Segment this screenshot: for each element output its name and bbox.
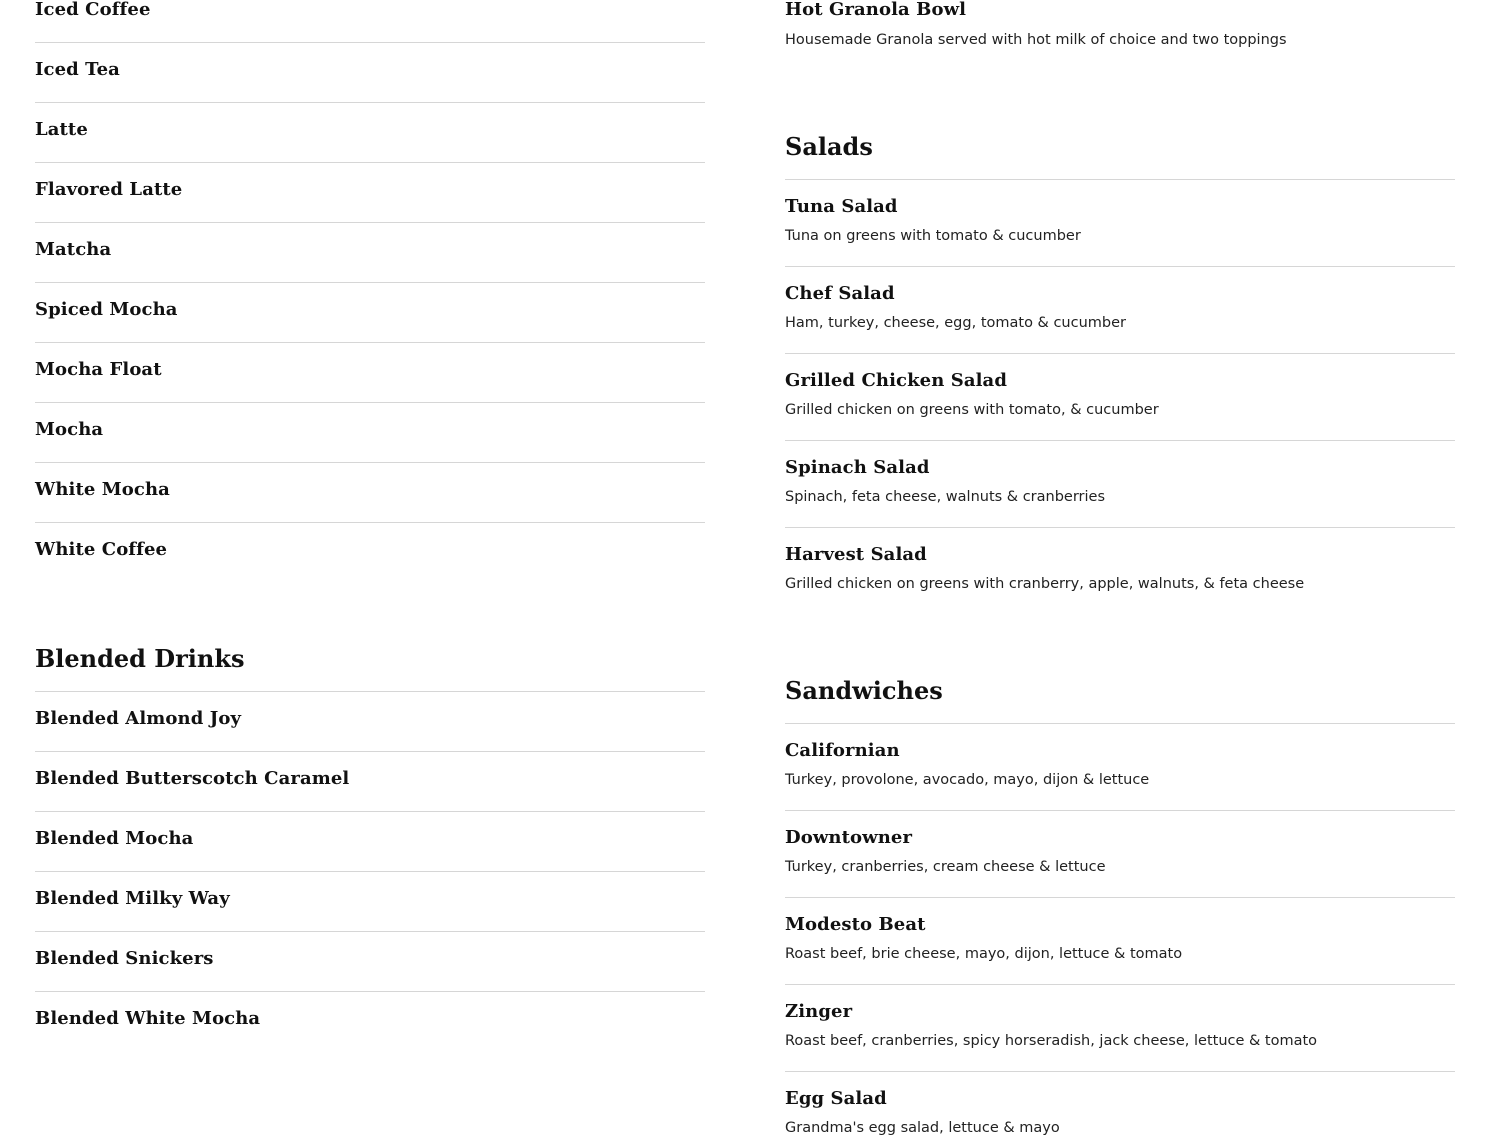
- menu-item: [35, 932, 705, 992]
- menu-item-description: Turkey, cranberries, cream cheese & lettuce: [785, 859, 1106, 875]
- menu-item: [35, 343, 705, 403]
- menu-item-name: Tuna Salad: [785, 196, 898, 217]
- menu-item-name: Blended Milky Way: [35, 888, 230, 909]
- menu-item: [785, 898, 1455, 985]
- menu-item-name: Zinger: [785, 1001, 853, 1022]
- menu-item-description: Turkey, provolone, avocado, mayo, dijon & lettuce: [785, 772, 1150, 788]
- menu-item-description: Spinach, feta cheese, walnuts & cranberries: [785, 489, 1106, 505]
- menu-item-description: Housemade Granola served with hot milk of choice and two toppings: [785, 32, 1287, 48]
- menu-item: [785, 528, 1455, 615]
- section-title-blended-drinks: Blended Drinks: [35, 644, 245, 673]
- menu-item-name: Californian: [785, 740, 900, 761]
- menu-item: [35, 463, 705, 523]
- menu-item-name: Iced Tea: [35, 59, 120, 80]
- menu-item: [35, 752, 705, 812]
- menu-item-description: Grilled chicken on greens with tomato, & cucumber: [785, 402, 1159, 418]
- menu-item-name: Spinach Salad: [785, 457, 930, 478]
- menu-item: [35, 0, 705, 43]
- menu-item: [35, 43, 705, 103]
- menu-item-name: Chef Salad: [785, 283, 895, 304]
- menu-item-name: Flavored Latte: [35, 179, 183, 200]
- menu-item-name: Mocha: [35, 419, 104, 440]
- menu-item-name: Blended Mocha: [35, 828, 194, 849]
- menu-item-name: Blended White Mocha: [35, 1008, 261, 1029]
- menu-item-name: White Coffee: [35, 539, 168, 560]
- menu-item: [35, 992, 705, 1052]
- menu-item: [35, 403, 705, 463]
- menu-item: [35, 812, 705, 872]
- menu-item-name: Blended Butterscotch Caramel: [35, 768, 350, 789]
- menu-item-name: Egg Salad: [785, 1088, 887, 1109]
- menu-item: [785, 441, 1455, 528]
- menu-item: [785, 0, 1455, 58]
- menu-item-name: Hot Granola Bowl: [785, 0, 967, 20]
- menu-item: [35, 692, 705, 752]
- menu-item-name: Blended Snickers: [35, 948, 214, 969]
- menu-item-name: Modesto Beat: [785, 914, 926, 935]
- menu-item-name: Mocha Float: [35, 359, 162, 380]
- menu-item: [785, 724, 1455, 811]
- menu-item: [785, 267, 1455, 354]
- menu-item: [785, 180, 1455, 267]
- menu-item-name: Spiced Mocha: [35, 299, 178, 320]
- menu-item-description: Roast beef, cranberries, spicy horseradish, jack cheese, lettuce & tomato: [785, 1033, 1318, 1049]
- menu-item: [785, 985, 1455, 1072]
- menu-item: [785, 811, 1455, 898]
- menu-item-description: Tuna on greens with tomato & cucumber: [785, 228, 1081, 244]
- menu-item: [35, 103, 705, 163]
- menu-item-description: Grandma's egg salad, lettuce & mayo: [785, 1120, 1060, 1136]
- menu-item-name: Blended Almond Joy: [35, 708, 242, 729]
- menu-item-description: Ham, turkey, cheese, egg, tomato & cucumber: [785, 315, 1126, 331]
- menu-item-description: Grilled chicken on greens with cranberry, apple, walnuts, & feta cheese: [785, 576, 1305, 592]
- menu-item: [35, 283, 705, 343]
- section-title-sandwiches: Sandwiches: [785, 676, 943, 705]
- menu-item: [35, 523, 705, 583]
- menu-item-name: Iced Coffee: [35, 0, 151, 20]
- menu-item-name: Downtowner: [785, 827, 913, 848]
- section-title-salads: Salads: [785, 132, 873, 161]
- menu-item: [35, 163, 705, 223]
- menu-item-description: Roast beef, brie cheese, mayo, dijon, lettuce & tomato: [785, 946, 1183, 962]
- menu-item: [785, 1072, 1455, 1136]
- menu-item-name: Grilled Chicken Salad: [785, 370, 1008, 391]
- menu-item-name: Matcha: [35, 239, 112, 260]
- menu-item: [35, 223, 705, 283]
- menu-item-name: Harvest Salad: [785, 544, 927, 565]
- menu-item-name: White Mocha: [35, 479, 170, 500]
- menu-item: [785, 354, 1455, 441]
- menu-item: [35, 872, 705, 932]
- menu-item-name: Latte: [35, 119, 88, 140]
